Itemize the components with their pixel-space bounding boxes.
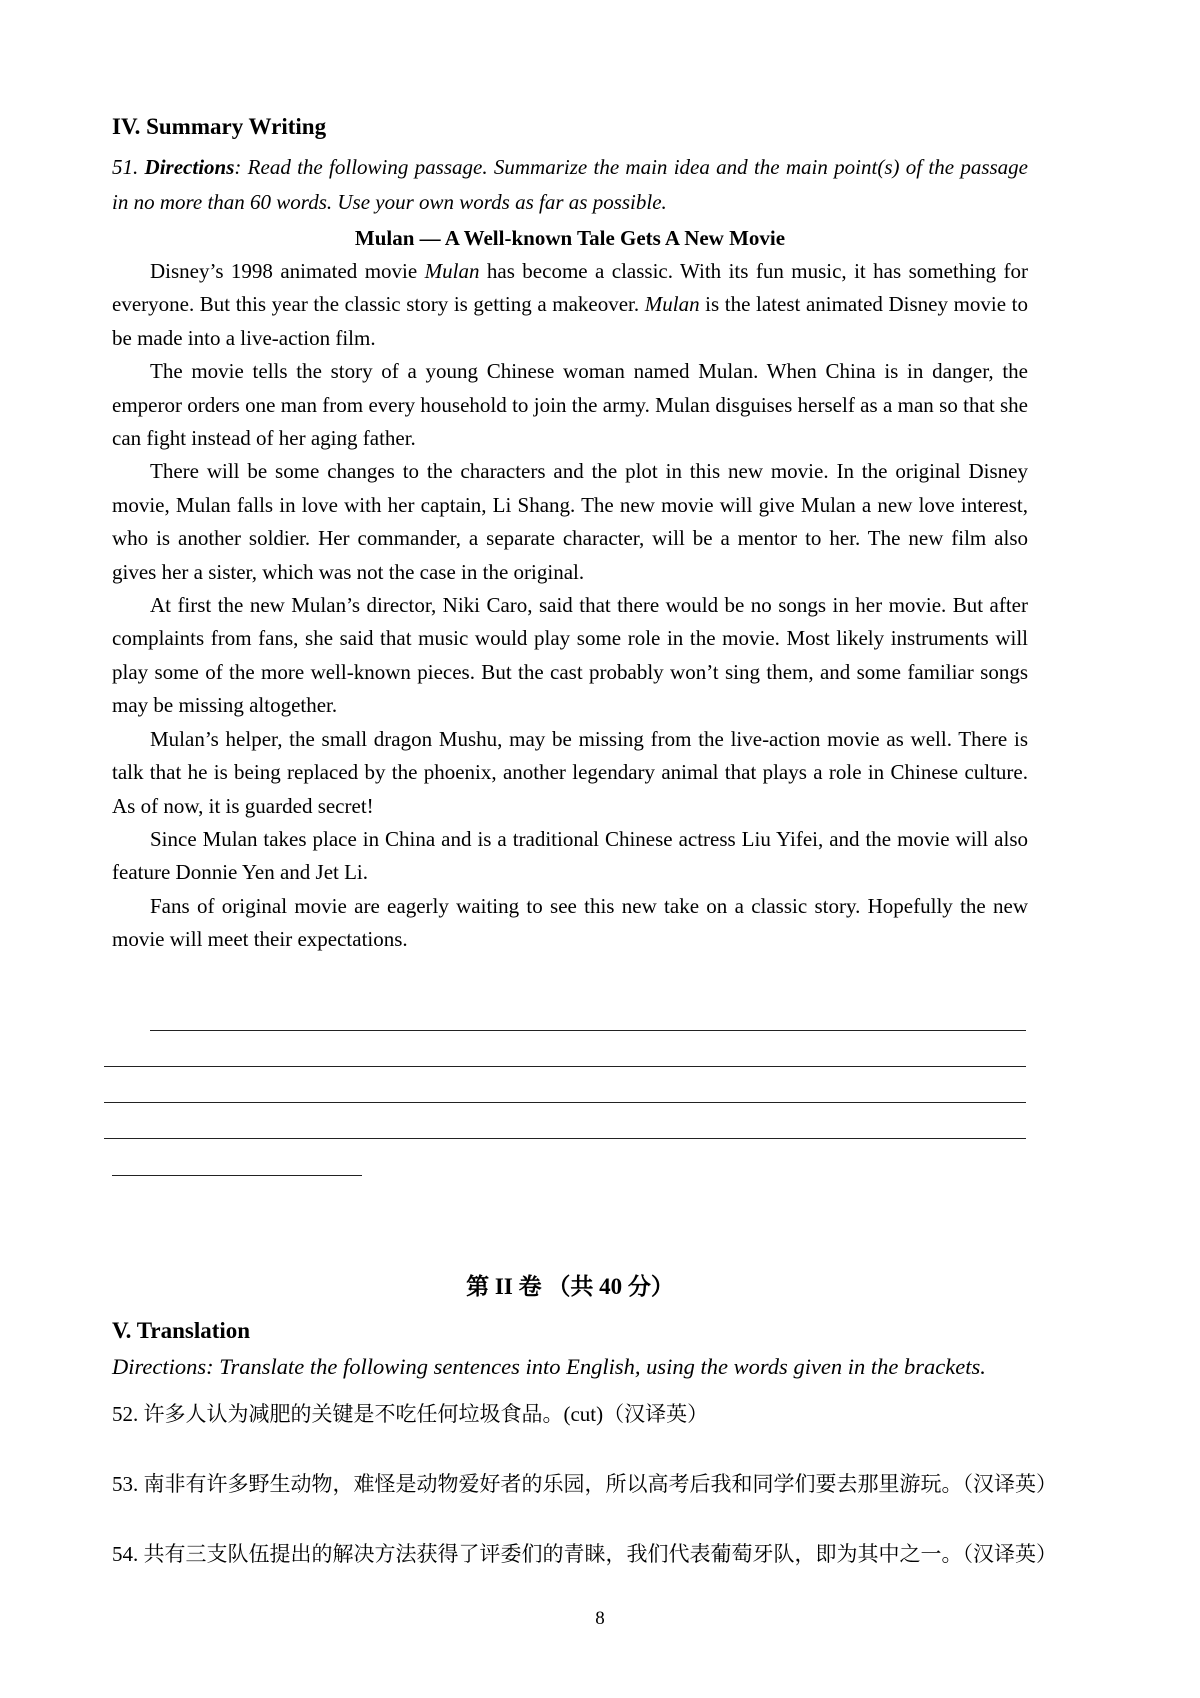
paragraph-text: is the latest animated Disney movie to be made into a live-action film. (112, 292, 1029, 350)
passage-paragraph-1 (112, 255, 1028, 355)
paragraph-text: Disney’s 1998 animated movie (150, 259, 425, 283)
translation-question-52: 52. 许多人认为减肥的关键是不吃任何垃圾食品。(cut)（汉译英） (112, 1402, 709, 1426)
answer-line-5 (112, 1175, 362, 1176)
passage-paragraph-4: At first the new Mulan’s director, Niki Caro, said that there would be no songs in her movie. But after complaints from fans, she said that music would play some role in the movie. Most likely instruments will play some of the more well-known pieces. But the cast probably won’t sing them, and some familiar songs may be missing altogether. (112, 593, 1028, 718)
movie-title-italic: Mulan (424, 259, 480, 283)
part2-header: 第 II 卷 （共 40 分） (466, 1274, 674, 1299)
passage-paragraph-2: The movie tells the story of a young Chinese woman named Mulan. When China is in danger, the emperor orders one man from every household to join the army. Mulan disguises herself as a man so that she can fight instead of her aging father. (112, 359, 1028, 451)
translation-question-53: 53. 南非有许多野生动物，难怪是动物爱好者的乐园，所以高考后我和同学们要去那里游玩。（汉译英） (112, 1472, 1057, 1496)
answer-line-1 (150, 1030, 1026, 1031)
passage-paragraph-5: Mulan’s helper, the small dragon Mushu, may be missing from the live-action movie as well. There is talk that he is being replaced by the phoenix, another legendary animal that plays a role in Chinese culture. As of now, it is guarded secret! (112, 726, 1028, 818)
answer-line-3 (104, 1102, 1026, 1103)
summary-directions-number: 51. (112, 155, 145, 179)
movie-title-italic: Mulan (644, 292, 700, 317)
passage-title: Mulan — A Well-known Tale Gets A New Movie (354, 226, 786, 250)
passage-paragraph-3: There will be some changes to the characters and the plot in this new movie. In the original Disney movie, Mulan falls in love with her captain, Li Shang. The new movie will give Mulan a new love interest, who is another soldier. Her commander, a separate character, will be a mentor to her. The new film also gives her a sister, which was not the case in the original. (112, 459, 1028, 584)
summary-section (112, 112, 1028, 957)
summary-section-heading: IV. Summary Writing (112, 114, 327, 139)
translation-section-heading: V. Translation (112, 1318, 251, 1343)
summary-directions-label: Directions (144, 155, 235, 179)
translation-question-54: 54. 共有三支队伍提出的解决方法获得了评委们的青睐，我们代表葡萄牙队，即为其中之一。（汉译英） (112, 1542, 1057, 1566)
page-number: 8 (595, 1608, 605, 1629)
answer-line-4 (104, 1138, 1026, 1139)
passage-paragraph-6: Since Mulan takes place in China and is a traditional Chinese actress Liu Yifei, and the movie will also feature Donnie Yen and Jet Li. (112, 826, 1028, 885)
summary-directions-text: : Read the following passage. Summarize the main idea and the main point(s) of the passage in no more than 60 words. Use your own words as far as possible. (112, 155, 1029, 214)
passage-paragraph-7: Fans of original movie are eagerly waiting to see this new take on a classic story. Hopefully the new movie will meet their expectations. (112, 893, 1028, 952)
answer-line-2 (104, 1066, 1026, 1067)
paragraph-text: has become a classic. With its fun music, it has something for everyone. But this year the classic story is getting a makeover. (112, 259, 1028, 317)
summary-directions (112, 150, 1028, 220)
translation-directions: Directions: Translate the following sentences into English, using the words given in the brackets. (112, 1354, 986, 1379)
